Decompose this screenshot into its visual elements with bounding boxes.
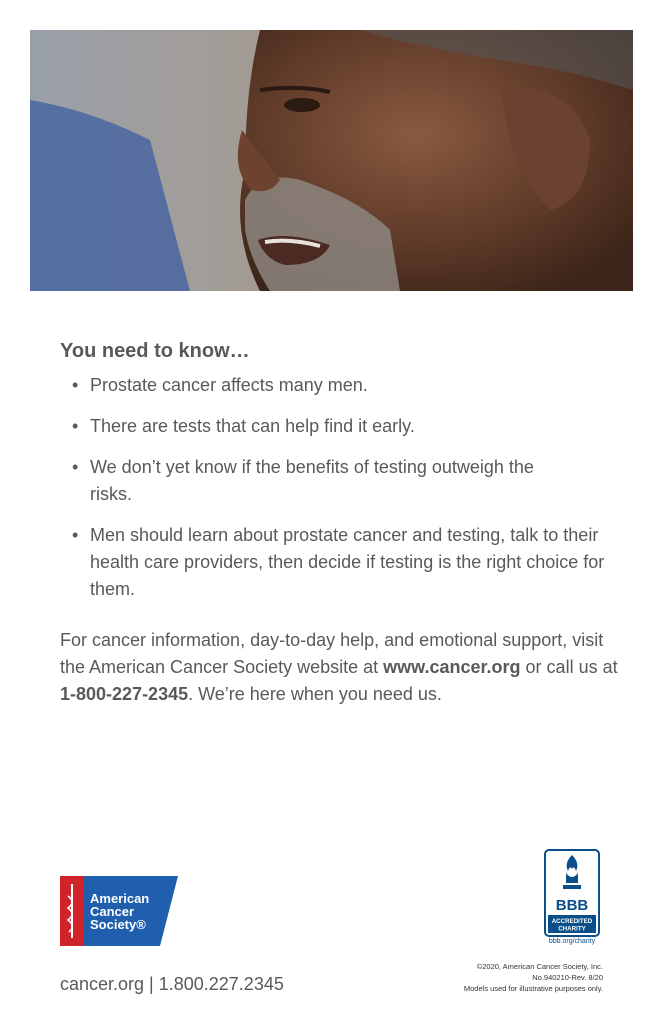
man-portrait-image bbox=[30, 30, 633, 291]
copyright-text: ©2020, American Cancer Society, Inc. bbox=[476, 962, 603, 971]
list-item: • We don’t yet know if the benefits of testing outweigh the risks. bbox=[60, 454, 605, 508]
svg-text:CHARITY: CHARITY bbox=[558, 925, 586, 933]
bbb-url: bbb.org/charity bbox=[548, 938, 596, 945]
website-link[interactable]: www.cancer.org bbox=[383, 657, 521, 677]
bullet-icon: • bbox=[72, 375, 79, 395]
list-item: • Men should learn about prostate cancer and testing, talk to their health care providers, then decide if testing is the right choice for them. bbox=[60, 522, 605, 603]
list-item: • There are tests that can help find it early. bbox=[60, 413, 605, 440]
bullet-icon: • bbox=[72, 416, 79, 436]
list-item: • Prostate cancer affects many men. bbox=[60, 372, 605, 399]
section-heading: You need to know… bbox=[60, 340, 250, 362]
svg-text:Society®: Society® bbox=[90, 917, 146, 932]
hero-photo bbox=[30, 30, 633, 291]
legal-notice bbox=[464, 961, 603, 994]
bbb-accredited-charity-seal bbox=[544, 849, 600, 937]
svg-text:BBB: BBB bbox=[555, 897, 589, 914]
svg-text:ACCREDITED: ACCREDITED bbox=[551, 918, 593, 925]
bullet-icon: • bbox=[72, 525, 79, 545]
svg-text:Cancer: Cancer bbox=[90, 904, 135, 919]
bullet-icon: • bbox=[72, 457, 79, 477]
models-disclaimer: Models used for illustrative purposes only. bbox=[463, 984, 603, 993]
footer-contact: cancer.org | 1.800.227.2345 bbox=[60, 974, 284, 994]
phone-number[interactable]: 1-800-227-2345 bbox=[60, 684, 189, 704]
bbb-seal-icon bbox=[544, 849, 600, 937]
svg-text:American: American bbox=[90, 891, 150, 906]
key-points-list bbox=[60, 372, 605, 617]
contact-paragraph: For cancer information, day-to-day help, and emotional support, visit the American Cancer Society website at www.cancer.org or call us at 1-800-227-2345. We’re here when you need us. bbox=[60, 630, 618, 704]
acs-logo-icon bbox=[60, 876, 180, 946]
american-cancer-society-logo bbox=[60, 876, 180, 946]
document-number: No.940210-Rev. 8/20 bbox=[532, 973, 603, 982]
